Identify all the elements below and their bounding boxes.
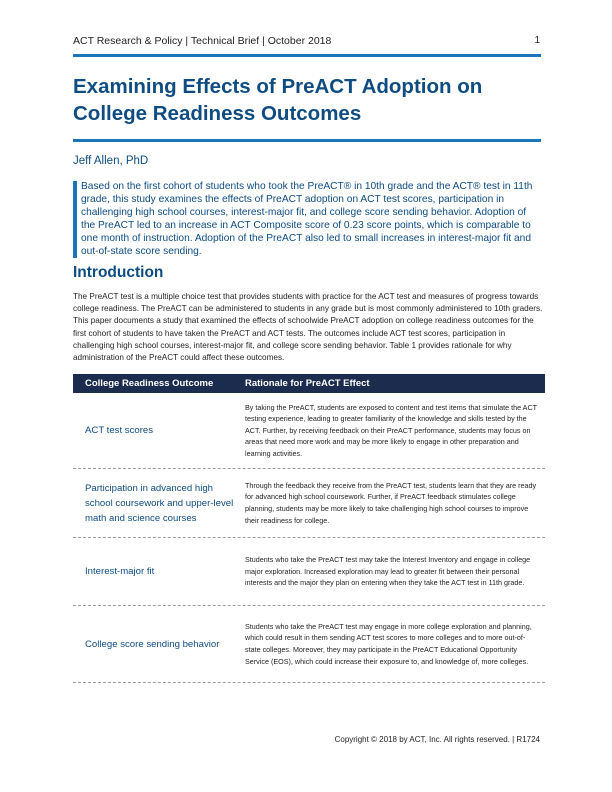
table-row	[73, 393, 545, 469]
page-number: 1	[534, 35, 540, 46]
rationale-cell: By taking the PreACT, students are exposed to content and test items that simulate the ACT testing experience, leading to greater familiarity of the knowledge and skills tested by the ACT. Further, by receiving feedback on their PreACT performance, students may focus on areas that need more work and may be more likely to engage in other preparation and learning activities.	[245, 402, 537, 458]
table-row	[73, 606, 545, 683]
abstract-accent-bar	[73, 181, 77, 258]
page-title: Examining Effects of PreACT Adoption on College Readiness Outcomes	[73, 75, 483, 125]
table-row	[73, 469, 545, 538]
table-row	[73, 538, 545, 606]
header-divider	[73, 54, 541, 57]
copyright-footer: Copyright © 2018 by ACT, Inc. All rights reserved. | R1724	[334, 735, 540, 744]
introduction-paragraph: The PreACT test is a multiple choice test that provides students with practice for the ACT test and measures of progress towards college readiness. The PreACT can be administered to students in any grade but is most commonly administered to 10th graders. This paper documents a study that examined the effects of schoolwide PreACT adoption on college readiness outcomes for the first cohort of students to have taken the PreACT and ACT tests. The outcomes include ACT test scores, participation in challenging high school courses, interest-major fit, and college score sending behavior. Table 1 provides rationale for why administration of the PreACT could affect these outcomes.	[73, 292, 543, 363]
table-header	[73, 374, 545, 393]
rationale-table	[73, 374, 545, 683]
rationale-cell: Students who take the PreACT test may engage in more college exploration and planning, which could result in them sending ACT test scores to more colleges and to more out-of-state colleges. Moreover, they may participate in the PreACT Educational Opportunity Service (EOS), which could increase their exposure to, and knowledge of, more colleges.	[245, 621, 532, 666]
title-divider	[73, 139, 541, 142]
section-heading-introduction: Introduction	[73, 264, 164, 281]
outcome-cell: College score sending behavior	[85, 638, 220, 650]
outcome-cell: Participation in advanced high school coursework and upper-level math and science courses	[85, 482, 234, 524]
author-name: Jeff Allen, PhD	[73, 155, 149, 167]
rationale-cell: Students who take the PreACT test may take the Interest Inventory and engage in college major exploration. Increased exploration may lead to greater fit between their personal interests and the major they plan on entering when they take the ACT test in 11th grade.	[245, 555, 531, 588]
outcome-cell: Interest-major fit	[85, 566, 155, 577]
rationale-cell: Through the feedback they receive from the PreACT test, students learn that they are ready for advanced high school coursework. Further, if PreACT feedback stimulates college planning, students may be more likely to take challenging high school courses to improve their readiness for college.	[245, 480, 537, 525]
abstract: Based on the first cohort of students who took the PreACT® in 10th grade and the ACT® test in 11th grade, this study examines the effects of PreACT adoption on ACT test scores, participation in challenging high school courses, interest-major fit, and college score sending behavior. Adoption of the PreACT led to an increase in ACT Composite score of 0.23 score points, which is comparable to one month of instruction. Adoption of the PreACT also led to small increases in interest-major fit and out-of-state score sending.	[81, 181, 533, 257]
column-header-outcome: College Readiness Outcome	[85, 378, 214, 389]
column-header-rationale: Rationale for PreACT Effect	[245, 378, 370, 389]
running-header: ACT Research & Policy | Technical Brief | October 2018	[73, 35, 332, 47]
outcome-cell: ACT test scores	[85, 425, 154, 436]
